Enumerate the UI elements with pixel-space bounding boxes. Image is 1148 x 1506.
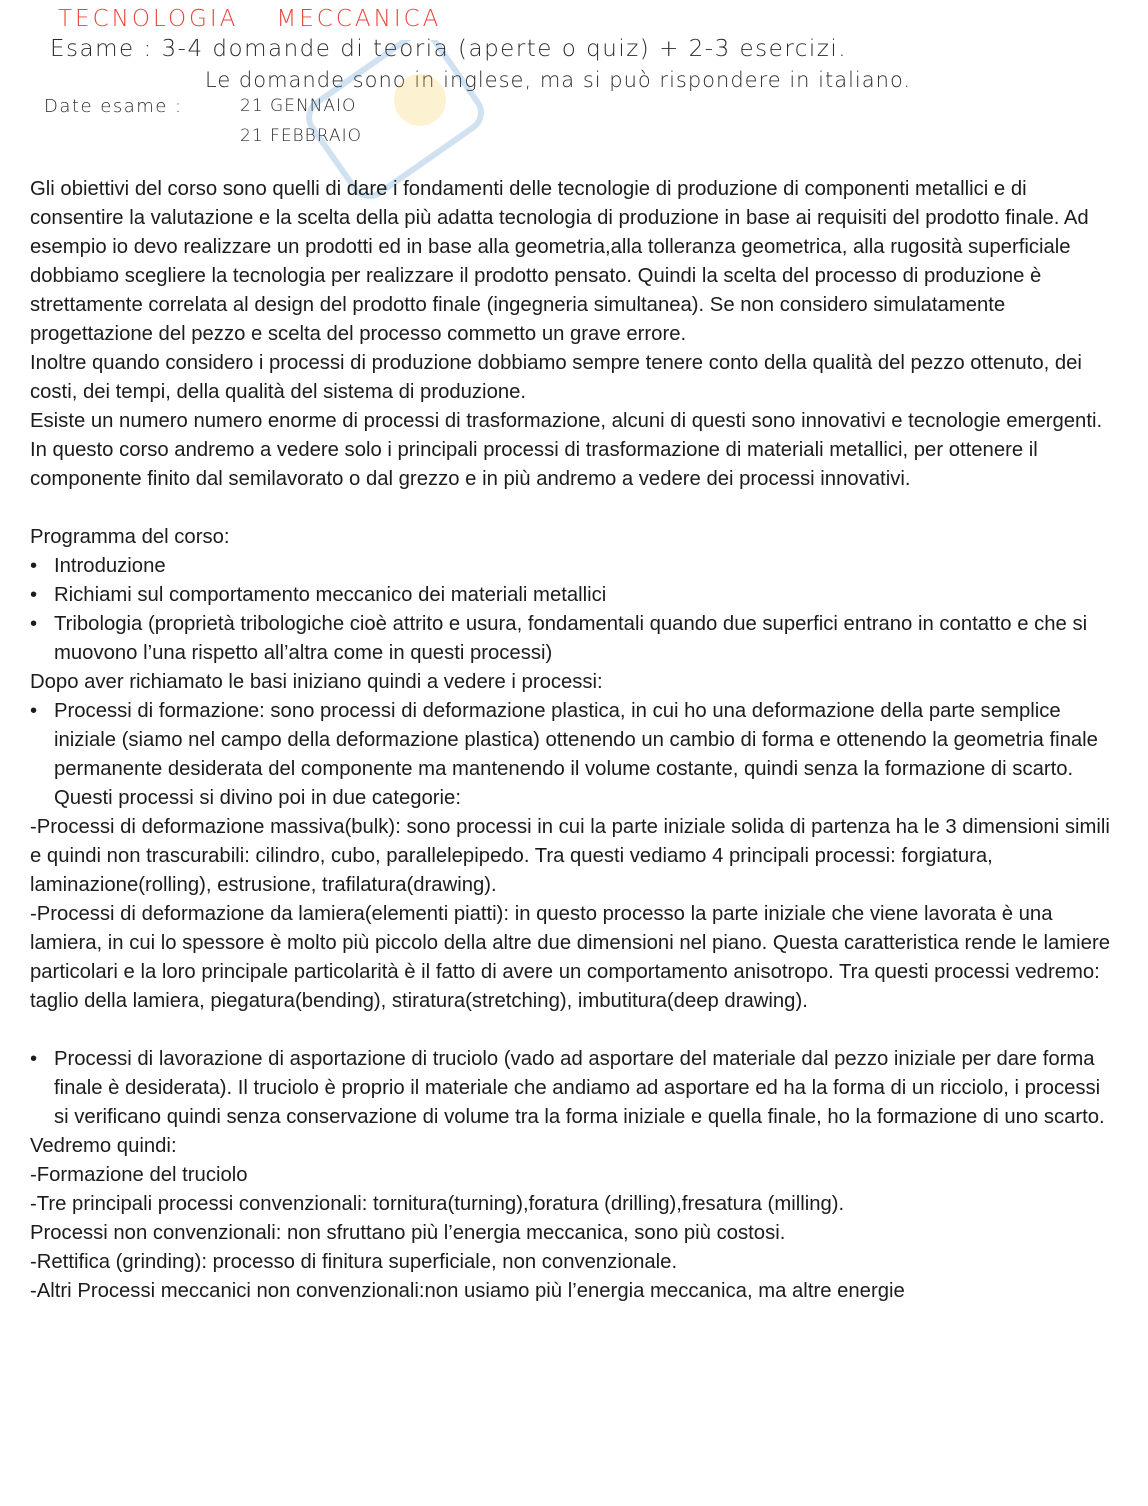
after-basics-line: Dopo aver richiamato le basi iniziano quindi a vedere i processi: [30, 671, 603, 693]
program-bullet-recall: • Richiami sul comportamento meccanico dei materiali metallici [30, 581, 1120, 610]
document-body [30, 175, 1120, 1306]
sheet-metal-paragraph: -Processi di deformazione da lamiera(elementi piatti): in questo processo la parte iniziale che viene lavorata è una lamiera, in cui lo spessore è molto più piccolo della altre due dimensioni nel piano. Questa caratteristica rende le lamiere particolari e la loro principale particolarità è il fatto di avere un comportamento anisotropo. Tra questi processi vedremo: taglio della lamiera, piegatura(bending), stiratura(stretching), imbutitura(deep drawing). [30, 903, 1110, 1012]
exam-language-note: Le domande sono in inglese, ma si può rispondere in italiano. [205, 68, 912, 92]
grinding-line: -Rettifica (grinding): processo di finitura superficiale, non convenzionale. [30, 1251, 678, 1273]
bulk-deformation-paragraph: -Processi di deformazione massiva(bulk): sono processi in cui la parte iniziale solida di partenza ha le 3 dimensioni simili e quindi non trascurabili: cilindro, cubo, parallelepipedo. Tra questi vediamo 4 principali processi: forgiatura, laminazione(rolling), estrusione, trafilatura(drawing). [30, 816, 1110, 896]
we-will-see-line: Vedremo quindi: [30, 1135, 177, 1157]
intro-paragraph-1: Gli obiettivi del corso sono quelli di dare i fondamenti delle tecnologie di produzione di componenti metallici e di consentire la valutazione e la scelta della più adatta tecnologia di produzione in base ai requisiti del prodotto finale. Ad esempio io devo realizzare un prodotti ed in base alla geometria,alla tolleranza geometrica, alla rugosità superficiale dobbiamo scegliere la tecnologia per realizzare il prodotto pensato. Quindi la scelta del processo di produzione è strettamente correlata al design del prodotto finale (ingegneria simultanea). Se non considero simulatamente progettazione del pezzo e scelta del processo commetto un grave errore. [30, 178, 1089, 345]
title-right: MECCANICA [276, 6, 442, 32]
other-processes-line: -Altri Processi meccanici non convenzionali:non usiamo più l’energia meccanica, ma altre energie [30, 1280, 905, 1302]
exam-format-note: Esame : 3-4 domande di teoria (aperte o quiz) + 2-3 esercizi. [50, 36, 848, 62]
program-bullet-intro: • Introduzione [30, 552, 1120, 581]
title-left: TECNOLOGIA [58, 6, 239, 32]
exam-dates-label: Date esame : [44, 96, 183, 117]
program-heading: Programma del corso: [30, 526, 230, 548]
machining-processes-bullet: • Processi di lavorazione di asportazione di truciolo (vado ad asportare del materiale dal pezzo iniziale per dare forma finale è desiderata). Il truciolo è proprio il materiale che andiamo ad asportare ed ha la forma di un ricciolo, i processi si verificano quindi senza conservazione di volume tra la forma iniziale e quella finale, ho la formazione di uno scarto. [30, 1045, 1120, 1132]
exam-date-1: 21 GENNAIO [240, 96, 357, 116]
non-conventional-line: Processi non convenzionali: non sfruttano più l’energia meccanica, sono più costosi. [30, 1222, 786, 1244]
chip-formation-line: -Formazione del truciolo [30, 1164, 248, 1186]
intro-paragraph-2: Inoltre quando considero i processi di produzione dobbiamo sempre tenere conto della qualità del pezzo ottenuto, dei costi, dei tempi, della qualità del sistema di produzione. [30, 352, 1082, 403]
handwritten-title [58, 6, 441, 32]
program-bullet-tribology: • Tribologia (proprietà tribologiche cioè attrito e usura, fondamentali quando due superfici entrano in contatto e che si muovono l’una rispetto all’altra come in questi processi) [30, 610, 1120, 668]
exam-date-2: 21 FEBBRAIO [240, 126, 362, 146]
intro-paragraph-4: In questo corso andremo a vedere solo i principali processi di trasformazione di materiali metallici, per ottenere il componente finito dal semilavorato o dal grezzo e in più andremo a vedere dei processi innovativi. [30, 439, 1038, 490]
forming-processes-bullet: • Processi di formazione: sono processi di deformazione plastica, in cui ho una deformazione della parte semplice iniziale (siamo nel campo della deformazione plastica) ottenendo un cambio di forma e ottenendo la geometria finale permanente desiderata del componente ma mantenendo il volume costante, quindi senza la formazione di scarto. Questi processi si divino poi in due categorie: [30, 697, 1120, 813]
conventional-processes-line: -Tre principali processi convenzionali: tornitura(turning),foratura (drilling),fresatura (milling). [30, 1193, 845, 1215]
intro-paragraph-3: Esiste un numero numero enorme di processi di trasformazione, alcuni di questi sono innovativi e tecnologie emergenti. [30, 410, 1103, 432]
